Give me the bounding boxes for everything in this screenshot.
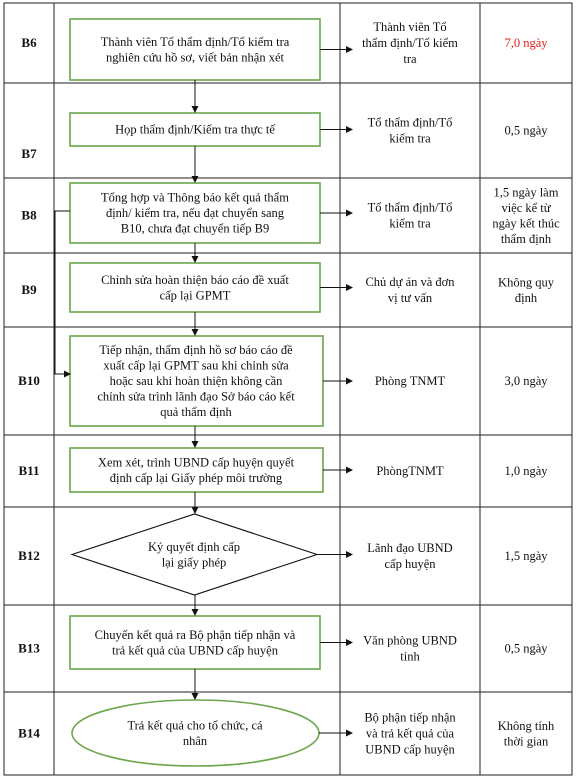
time-text: thời gian: [503, 734, 549, 749]
step-id: B11: [18, 463, 40, 478]
responsible-text: kiểm tra: [389, 131, 431, 146]
table-row: [18, 336, 548, 426]
task-text: Tiếp nhận, thẩm định hồ sơ báo cáo đề: [99, 343, 293, 357]
responsible-text: kiểm tra: [389, 216, 431, 231]
time-text: 1,5 ngày làm: [493, 185, 559, 200]
responsible-text: tra: [403, 52, 417, 66]
table-row: [21, 263, 554, 312]
task-text: nghiên cứu hồ sơ, viết bản nhận xét: [106, 50, 284, 65]
task-text: Thành viên Tổ thẩm định/Tổ kiểm tra: [100, 34, 290, 49]
table-row: [21, 113, 548, 161]
table-row: [21, 19, 548, 80]
task-text: xuất cấp lại GPMT sau khi chỉnh sửa: [103, 358, 289, 373]
step-id: B7: [21, 146, 37, 161]
time-text: 0,5 ngày: [504, 641, 548, 656]
time-text: Không quy: [498, 275, 554, 290]
responsible-text: tỉnh: [400, 649, 420, 664]
responsible-text: Phòng TNMT: [374, 374, 446, 388]
time-text: 1,0 ngày: [504, 464, 548, 478]
time-text: 1,5 ngày: [504, 549, 548, 563]
table-row: [18, 514, 548, 595]
step-id: B12: [18, 548, 40, 563]
table-row: [18, 700, 555, 766]
task-text: quả thẩm định: [160, 405, 232, 419]
task-text: Họp thẩm định/Kiểm tra thực tế: [115, 122, 275, 137]
responsible-text: cấp huyện: [384, 557, 436, 571]
responsible-text: thẩm định/Tổ kiểm: [362, 36, 458, 50]
time-text: việc kể từ: [501, 200, 551, 215]
task-text: nhân: [182, 733, 208, 748]
responsible-text: Tổ thẩm định/Tổ: [367, 200, 453, 215]
responsible-text: Bộ phận tiếp nhận: [364, 710, 456, 725]
responsible-text: vị tư vấn: [387, 291, 433, 305]
task-text: Chỉnh sửa hoàn thiện báo cáo đề xuất: [101, 272, 289, 287]
responsible-text: Lãnh đạo UBND: [367, 541, 453, 555]
time-text: 3,0 ngày: [504, 374, 548, 388]
responsible-text: Tổ thẩm định/Tổ: [367, 115, 453, 130]
responsible-text: và trả kết quả của: [365, 726, 455, 741]
task-text: định/ kiểm tra, nếu đạt chuyển sang: [105, 206, 285, 220]
task-text: hoặc sau khi hoàn thiện không cần: [109, 374, 283, 388]
task-text: Tổng hợp và Thông báo kết quả thẩm: [101, 190, 289, 205]
step-id: B13: [18, 640, 40, 656]
step-id: B10: [18, 373, 40, 388]
task-text: trả kết quả của UBND cấp huyện: [112, 643, 278, 658]
time-text: định: [514, 290, 538, 305]
step-id: B9: [21, 282, 37, 297]
responsible-text: Thành viên Tổ: [373, 20, 447, 34]
table-row: [21, 183, 560, 246]
bypass-arrow-b8-b10: [55, 211, 70, 374]
time-text: 0,5 ngày: [504, 123, 548, 138]
task-text: Trả kết quả cho tổ chức, cá: [127, 718, 263, 733]
time-text: 7,0 ngày: [504, 36, 548, 50]
task-text: B10, chưa đạt chuyển tiếp B9: [120, 221, 270, 236]
task-text: cấp lại GPMT: [159, 288, 231, 303]
time-text: ngày kết thúc: [492, 216, 560, 231]
table-row: [19, 448, 549, 492]
table-row: [18, 616, 548, 669]
responsible-text: UBND cấp huyện: [365, 742, 455, 757]
task-text: Ký quyết định cấp: [148, 539, 240, 554]
task-text: định cấp lại Giấy phép môi trường: [109, 470, 283, 485]
task-text: chỉnh sửa trình lãnh đạo Sở báo cáo kết: [97, 389, 295, 404]
time-text: Không tính: [497, 718, 555, 733]
responsible-text: Chủ dự án và đơn: [365, 275, 455, 289]
task-text: Xem xét, trình UBND cấp huyện quyết: [97, 455, 295, 470]
step-id: B6: [21, 35, 37, 50]
time-text: thẩm định: [500, 231, 552, 246]
task-text: lại giấy phép: [161, 555, 227, 570]
step-id: B14: [18, 725, 40, 741]
task-text: Chuyển kết quả ra Bộ phận tiếp nhận và: [94, 627, 296, 642]
step-id: B8: [21, 207, 37, 223]
responsible-text: PhòngTNMT: [376, 464, 444, 478]
responsible-text: Văn phòng UBND: [363, 633, 457, 648]
